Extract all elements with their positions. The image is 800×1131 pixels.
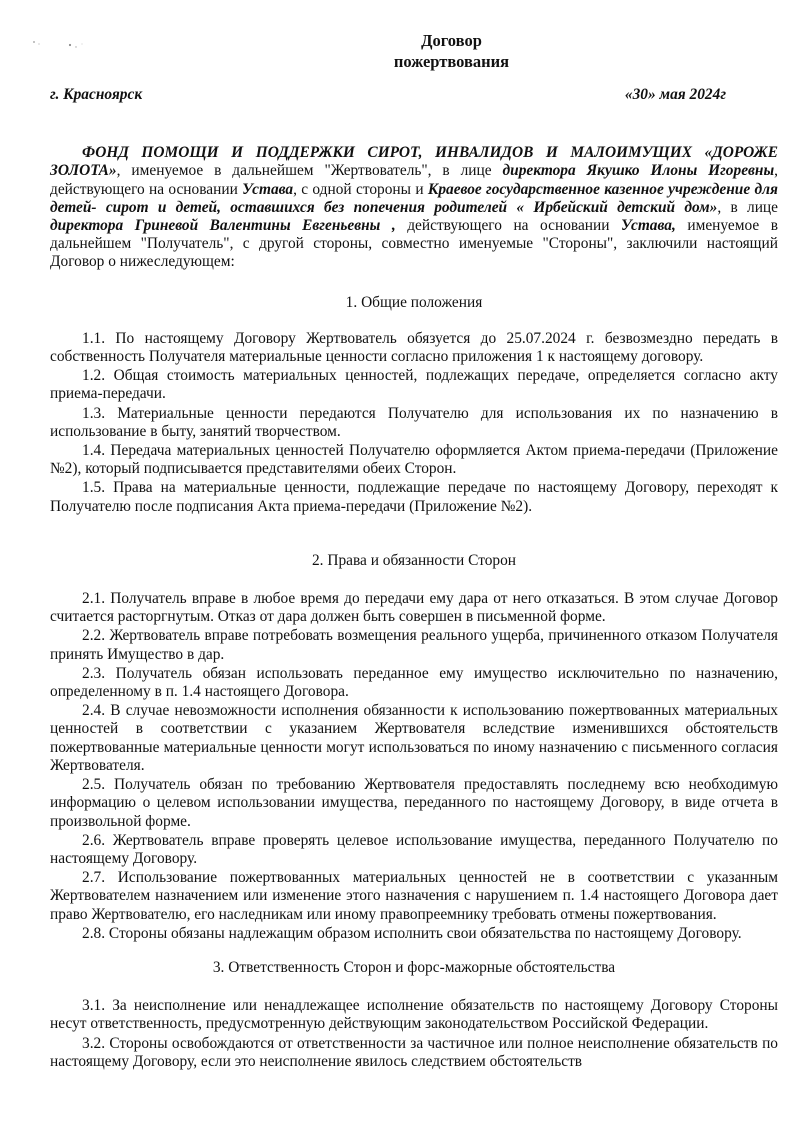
- preamble-text-1: , именуемое в дальнейшем "Жертвователь", в лице: [116, 162, 503, 180]
- clause-2-4: 2.4. В случае невозможности исполнения обязанности к использованию пожертвованных материальных ценностей в соответствии с указанием Жертвователя вследствие изменившихся обстоятельств пожертвованные материальные ценности могут использоваться по иному назначению с письменного согласия Жертвователя.: [50, 702, 778, 774]
- clause-2-2: 2.2. Жертвователь вправе потребовать возмещения реального ущерба, причиненного отказом Получателя принять Имущество в дар.: [50, 627, 778, 663]
- preamble: [50, 144, 778, 271]
- clause-1-5: 1.5. Права на материальные ценности, подлежащие передаче по настоящему Договору, переходят к Получателю после подписания Акта приема-передачи (Приложение №2).: [50, 479, 778, 515]
- donor-representative: директора Якушко Илоны Игоревны: [502, 162, 775, 180]
- city-date-row: [50, 86, 778, 104]
- preamble-text-5: действующего на основании: [395, 217, 622, 235]
- preamble-text-4: , в лице: [717, 198, 778, 216]
- preamble-text-6: именуемое в дальнейшем "Получатель", с другой стороны, совместно именуемые "Стороны", заключили настоящий Договор о нижеследующем:: [50, 217, 778, 271]
- donor-name: ФОНД ПОМОЩИ И ПОДДЕРЖКИ СИРОТ, ИНВАЛИДОВ И МАЛОИМУЩИХ «ДОРОЖЕ ЗОЛОТА»: [50, 144, 778, 180]
- clause-2-7: 2.7. Использование пожертвованных материальных ценностей не в соответствии с указанным Жертвователем назначением или изменение этого назначения с нарушением п. 1.4 настоящего Договора дает право Жертвователю, его наследникам или иному правопреемнику требовать отмены пожертвования.: [50, 869, 778, 923]
- city: г. Красноярск: [50, 86, 143, 103]
- title-line-2: пожертвования: [393, 52, 510, 71]
- contract-page: [50, 30, 778, 1072]
- document-title: [125, 30, 778, 72]
- clause-2-1: 2.1. Получатель вправе в любое время до передачи ему дара от него отказаться. В этом случае Договор считается расторгнутым. Отказ от дара должен быть совершен в письменной форме.: [50, 590, 778, 626]
- clause-1-2: 1.2. Общая стоимость материальных ценностей, подлежащих передаче, определяется согласно акту приема-передачи.: [50, 367, 778, 403]
- contract-date: «30» мая 2024г: [624, 86, 726, 103]
- title-line-1: Договор: [421, 31, 482, 50]
- preamble-text-3: , с одной стороны и: [293, 180, 428, 198]
- clause-1-1: 1.1. По настоящему Договору Жертвователь обязуется до 25.07.2024 г. безвозмездно передать в собственность Получателя материальные ценности согласно приложения 1 к настоящему договору.: [50, 329, 778, 366]
- donor-basis: Устава: [242, 180, 294, 198]
- recipient-name: Краевое государственное казенное учреждение для детей- сирот и детей, оставшихся без попечения родителей « Ирбейский детский дом»: [50, 180, 778, 216]
- clause-2-3: 2.3. Получатель обязан использовать переданное ему имущество исключительно по назначению, определенному в п. 1.4 настоящего Договора.: [50, 664, 778, 701]
- clause-1-3: 1.3. Материальные ценности передаются Получателю для использования их по назначению в использование в быту, занятий творчеством.: [50, 404, 778, 440]
- section-heading-rights: 2. Права и обязанности Сторон: [311, 551, 517, 569]
- preamble-text-2: , действующего на основании: [50, 162, 778, 198]
- recipient-basis: Устава,: [621, 217, 676, 235]
- clause-1-4: 1.4. Передача материальных ценностей Получателю оформляется Актом приема-передачи (Приложение №2), который подписывается представителями обеих Сторон.: [50, 442, 778, 478]
- clause-2-6: 2.6. Жертвователь вправе проверять целевое использование имущества, переданного Получателю по настоящему Договору.: [50, 831, 778, 867]
- section-heading-general: 1. Общие положения: [345, 293, 483, 311]
- clause-3-2: 3.2. Стороны освобождаются от ответственности за частичное или полное неисполнение обязательств по настоящему Договору, если это неисполнение явилось следствием обстоятельств: [50, 1034, 778, 1070]
- clause-3-1: 3.1. За неисполнение или ненадлежащее исполнение обязательств по настоящему Договору Стороны несут ответственность, предусмотренную действующим законодательством Российской Федерации.: [50, 997, 778, 1033]
- clause-2-8: 2.8. Стороны обязаны надлежащим образом исполнить свои обязательства по настоящему Договору.: [82, 924, 742, 942]
- clause-2-5: 2.5. Получатель обязан по требованию Жертвователя предоставлять последнему всю необходимую информацию о целевом использовании имущества, переданного по настоящему Договору, в виде отчета в произвольной форме.: [50, 776, 778, 830]
- section-heading-liability: 3. Ответственность Сторон и форс-мажорные обстоятельства: [212, 958, 616, 976]
- recipient-representative: директора Гриневой Валентины Евгеньевны ,: [50, 217, 396, 235]
